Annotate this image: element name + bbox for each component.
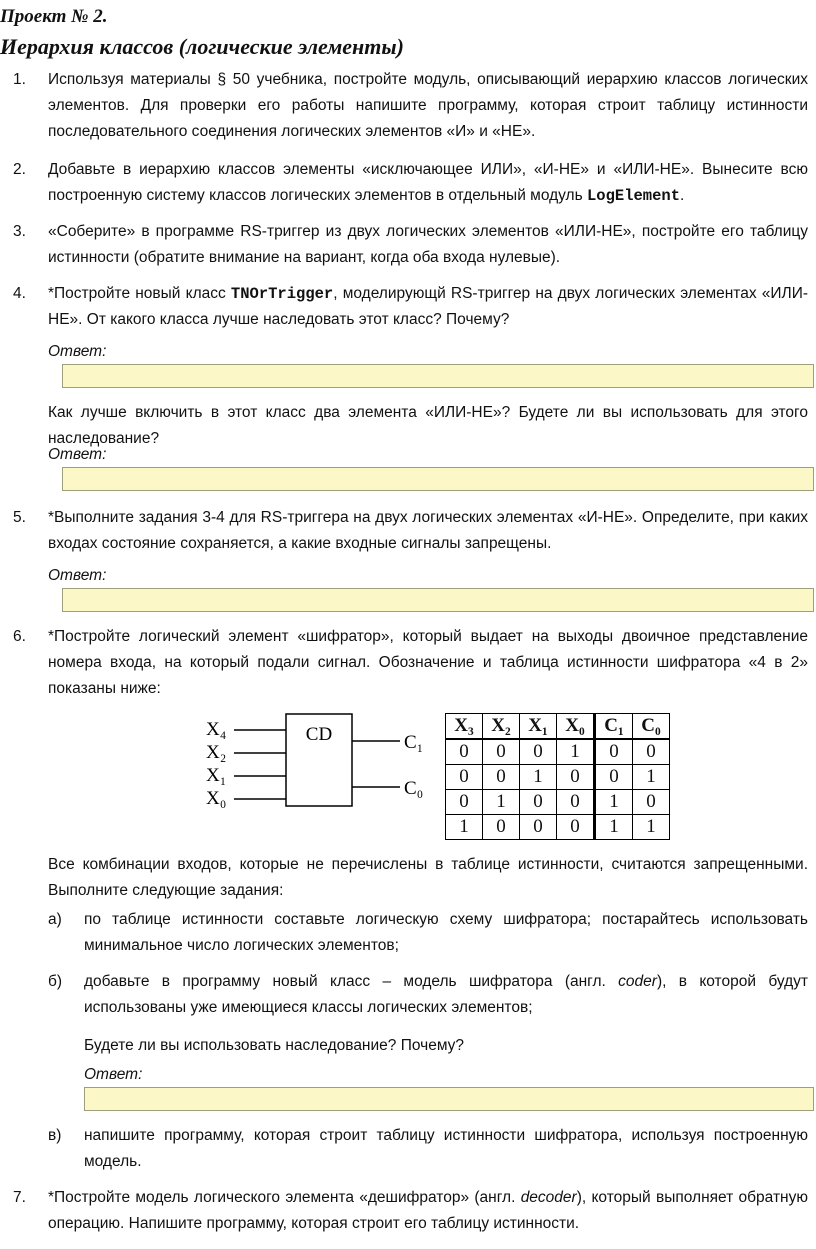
header-x2: X₂ — [483, 714, 520, 740]
task-text: *Постройте логический элемент «шифратор», который выдает на выходы двоичное представление номера входа, на который подали сигнал. Обозначение и таблица истинности шифратора «4 в 2» показаны ниже: — [48, 628, 808, 697]
table-cell: 1 — [446, 815, 483, 840]
table-cell: 0 — [446, 739, 483, 765]
subtask-c — [48, 1123, 808, 1175]
task-7 — [13, 1185, 808, 1237]
task-6 — [13, 624, 808, 702]
table-cell: 0 — [483, 739, 520, 765]
table-row — [446, 765, 670, 790]
table-cell: 0 — [633, 790, 670, 815]
subtask-b — [48, 969, 808, 1021]
subtask-text: добавьте в программу новый класс – модель шифратора (англ. coder), в которой будут использованы уже имеющиеся классы логических элементов; — [84, 973, 809, 1016]
english-term: decoder — [520, 1189, 577, 1206]
output-c0: C₀ — [404, 778, 424, 799]
task-text: *Выполните задания 3-4 для RS-триггера на двух логических элементах «И-НЕ». Определите, при каких входах состояние сохраняется, а какие входные сигналы запрещены. — [48, 509, 808, 552]
subtask-text: напишите программу, которая строит таблицу истинности шифратора, используя построенную модель. — [84, 1127, 808, 1170]
english-term: coder — [618, 973, 657, 990]
subtask-letter: а) — [48, 911, 62, 928]
table-cell: 1 — [483, 790, 520, 815]
table-cell: 0 — [520, 739, 557, 765]
table-cell: 1 — [633, 765, 670, 790]
task-number: 1. — [13, 71, 26, 88]
answer-label: Ответ: — [84, 1066, 143, 1083]
header-x1: X₁ — [520, 714, 557, 740]
input-x4: X₄ — [206, 719, 227, 740]
header-x3: X₃ — [446, 714, 483, 740]
table-row — [446, 815, 670, 840]
answer-field-6b[interactable] — [84, 1087, 814, 1111]
table-cell: 1 — [557, 739, 595, 765]
output-c1: C₁ — [404, 732, 424, 753]
task-text: *Постройте модель логического элемента «дешифратор» (англ. decoder), который выполняет обратную операцию. Напишите программу, которая строит его таблицу истинности. — [48, 1189, 808, 1232]
task-number: 6. — [13, 628, 26, 645]
table-cell: 0 — [520, 815, 557, 840]
task-text: Добавьте в иерархию классов элементы «исключающее ИЛИ», «И-НЕ» и «ИЛИ-НЕ». Вынесите всю построенную систему классов логических элементов в отдельный модуль LogElement. — [48, 161, 808, 205]
encoder-label: CD — [305, 724, 333, 745]
answer-label: Ответ: — [48, 567, 107, 584]
task-2 — [13, 157, 808, 209]
table-cell: 0 — [520, 790, 557, 815]
encoder-diagram — [200, 708, 440, 838]
subtask-b-question: Будете ли вы использовать наследование? Почему? — [84, 1037, 465, 1054]
answer-label: Ответ: — [48, 343, 107, 360]
input-x0: X₀ — [206, 788, 227, 809]
task-4 — [13, 281, 808, 333]
subtask-text: по таблице истинности составьте логическую схему шифратора; постарайтесь использовать минимальное число логических элементов; — [84, 911, 808, 954]
task-number: 3. — [13, 223, 26, 240]
module-name: LogElement — [586, 187, 680, 205]
answer-label: Ответ: — [48, 446, 107, 463]
header-c1: C₁ — [595, 714, 633, 740]
class-name: TNOrTrigger — [230, 285, 334, 303]
header-x0: X₀ — [557, 714, 595, 740]
table-cell: 0 — [483, 815, 520, 840]
truth-table — [445, 713, 670, 840]
subtask-letter: б) — [48, 973, 63, 990]
header-c0: C₀ — [633, 714, 670, 740]
task-4-followup: Как лучше включить в этот класс два элемента «ИЛИ-НЕ»? Будете ли вы использовать для этого наследование? — [48, 404, 808, 447]
table-cell: 0 — [595, 739, 633, 765]
table-cell: 0 — [483, 765, 520, 790]
task-number: 5. — [13, 509, 26, 526]
table-cell: 0 — [557, 790, 595, 815]
task-text: Используя материалы § 50 учебника, постройте модуль, описывающий иерархию классов логических элементов. Для проверки его работы напишите программу, которая строит таблицу истинности последовательного соединения логических элементов «И» и «НЕ». — [48, 71, 808, 140]
encoder-symbol — [200, 708, 440, 838]
table-cell: 0 — [446, 790, 483, 815]
table-cell: 0 — [557, 815, 595, 840]
task-text: *Постройте новый класс TNOrTrigger, моделирующй RS-триггер на двух логических элементах «ИЛИ-НЕ». От какого класса лучше наследовать этот класс? Почему? — [48, 285, 808, 328]
table-cell: 1 — [595, 815, 633, 840]
answer-field-4b[interactable] — [62, 467, 814, 491]
task-3 — [13, 219, 808, 271]
task-1 — [13, 67, 808, 145]
task-5 — [13, 505, 808, 557]
answer-field-5[interactable] — [62, 588, 814, 612]
project-number: Проект № 2. — [0, 6, 108, 27]
task-number: 4. — [13, 285, 26, 302]
table-cell: 0 — [557, 765, 595, 790]
answer-field-4a[interactable] — [62, 364, 814, 388]
table-row — [446, 790, 670, 815]
table-cell: 1 — [520, 765, 557, 790]
table-cell: 1 — [595, 790, 633, 815]
subtask-a — [48, 907, 808, 959]
input-x1: X₁ — [206, 765, 227, 786]
project-title: Иерархия классов (логические элементы) — [0, 34, 404, 59]
table-row — [446, 739, 670, 765]
table-cell: 0 — [633, 739, 670, 765]
table-cell: 0 — [446, 765, 483, 790]
task-6-note: Все комбинации входов, которые не перечислены в таблице истинности, считаются запрещенными. Выполните следующие задания: — [48, 856, 808, 899]
table-cell: 0 — [595, 765, 633, 790]
input-x2: X₂ — [206, 742, 227, 763]
task-text: «Соберите» в программе RS-триггер из двух логических элементов «ИЛИ-НЕ», постройте его таблицу истинности (обратите внимание на вариант, когда оба входа нулевые). — [48, 223, 808, 266]
task-number: 2. — [13, 161, 26, 178]
table-cell: 1 — [633, 815, 670, 840]
task-number: 7. — [13, 1189, 26, 1206]
subtask-letter: в) — [48, 1127, 62, 1144]
table-header-row — [446, 714, 670, 740]
